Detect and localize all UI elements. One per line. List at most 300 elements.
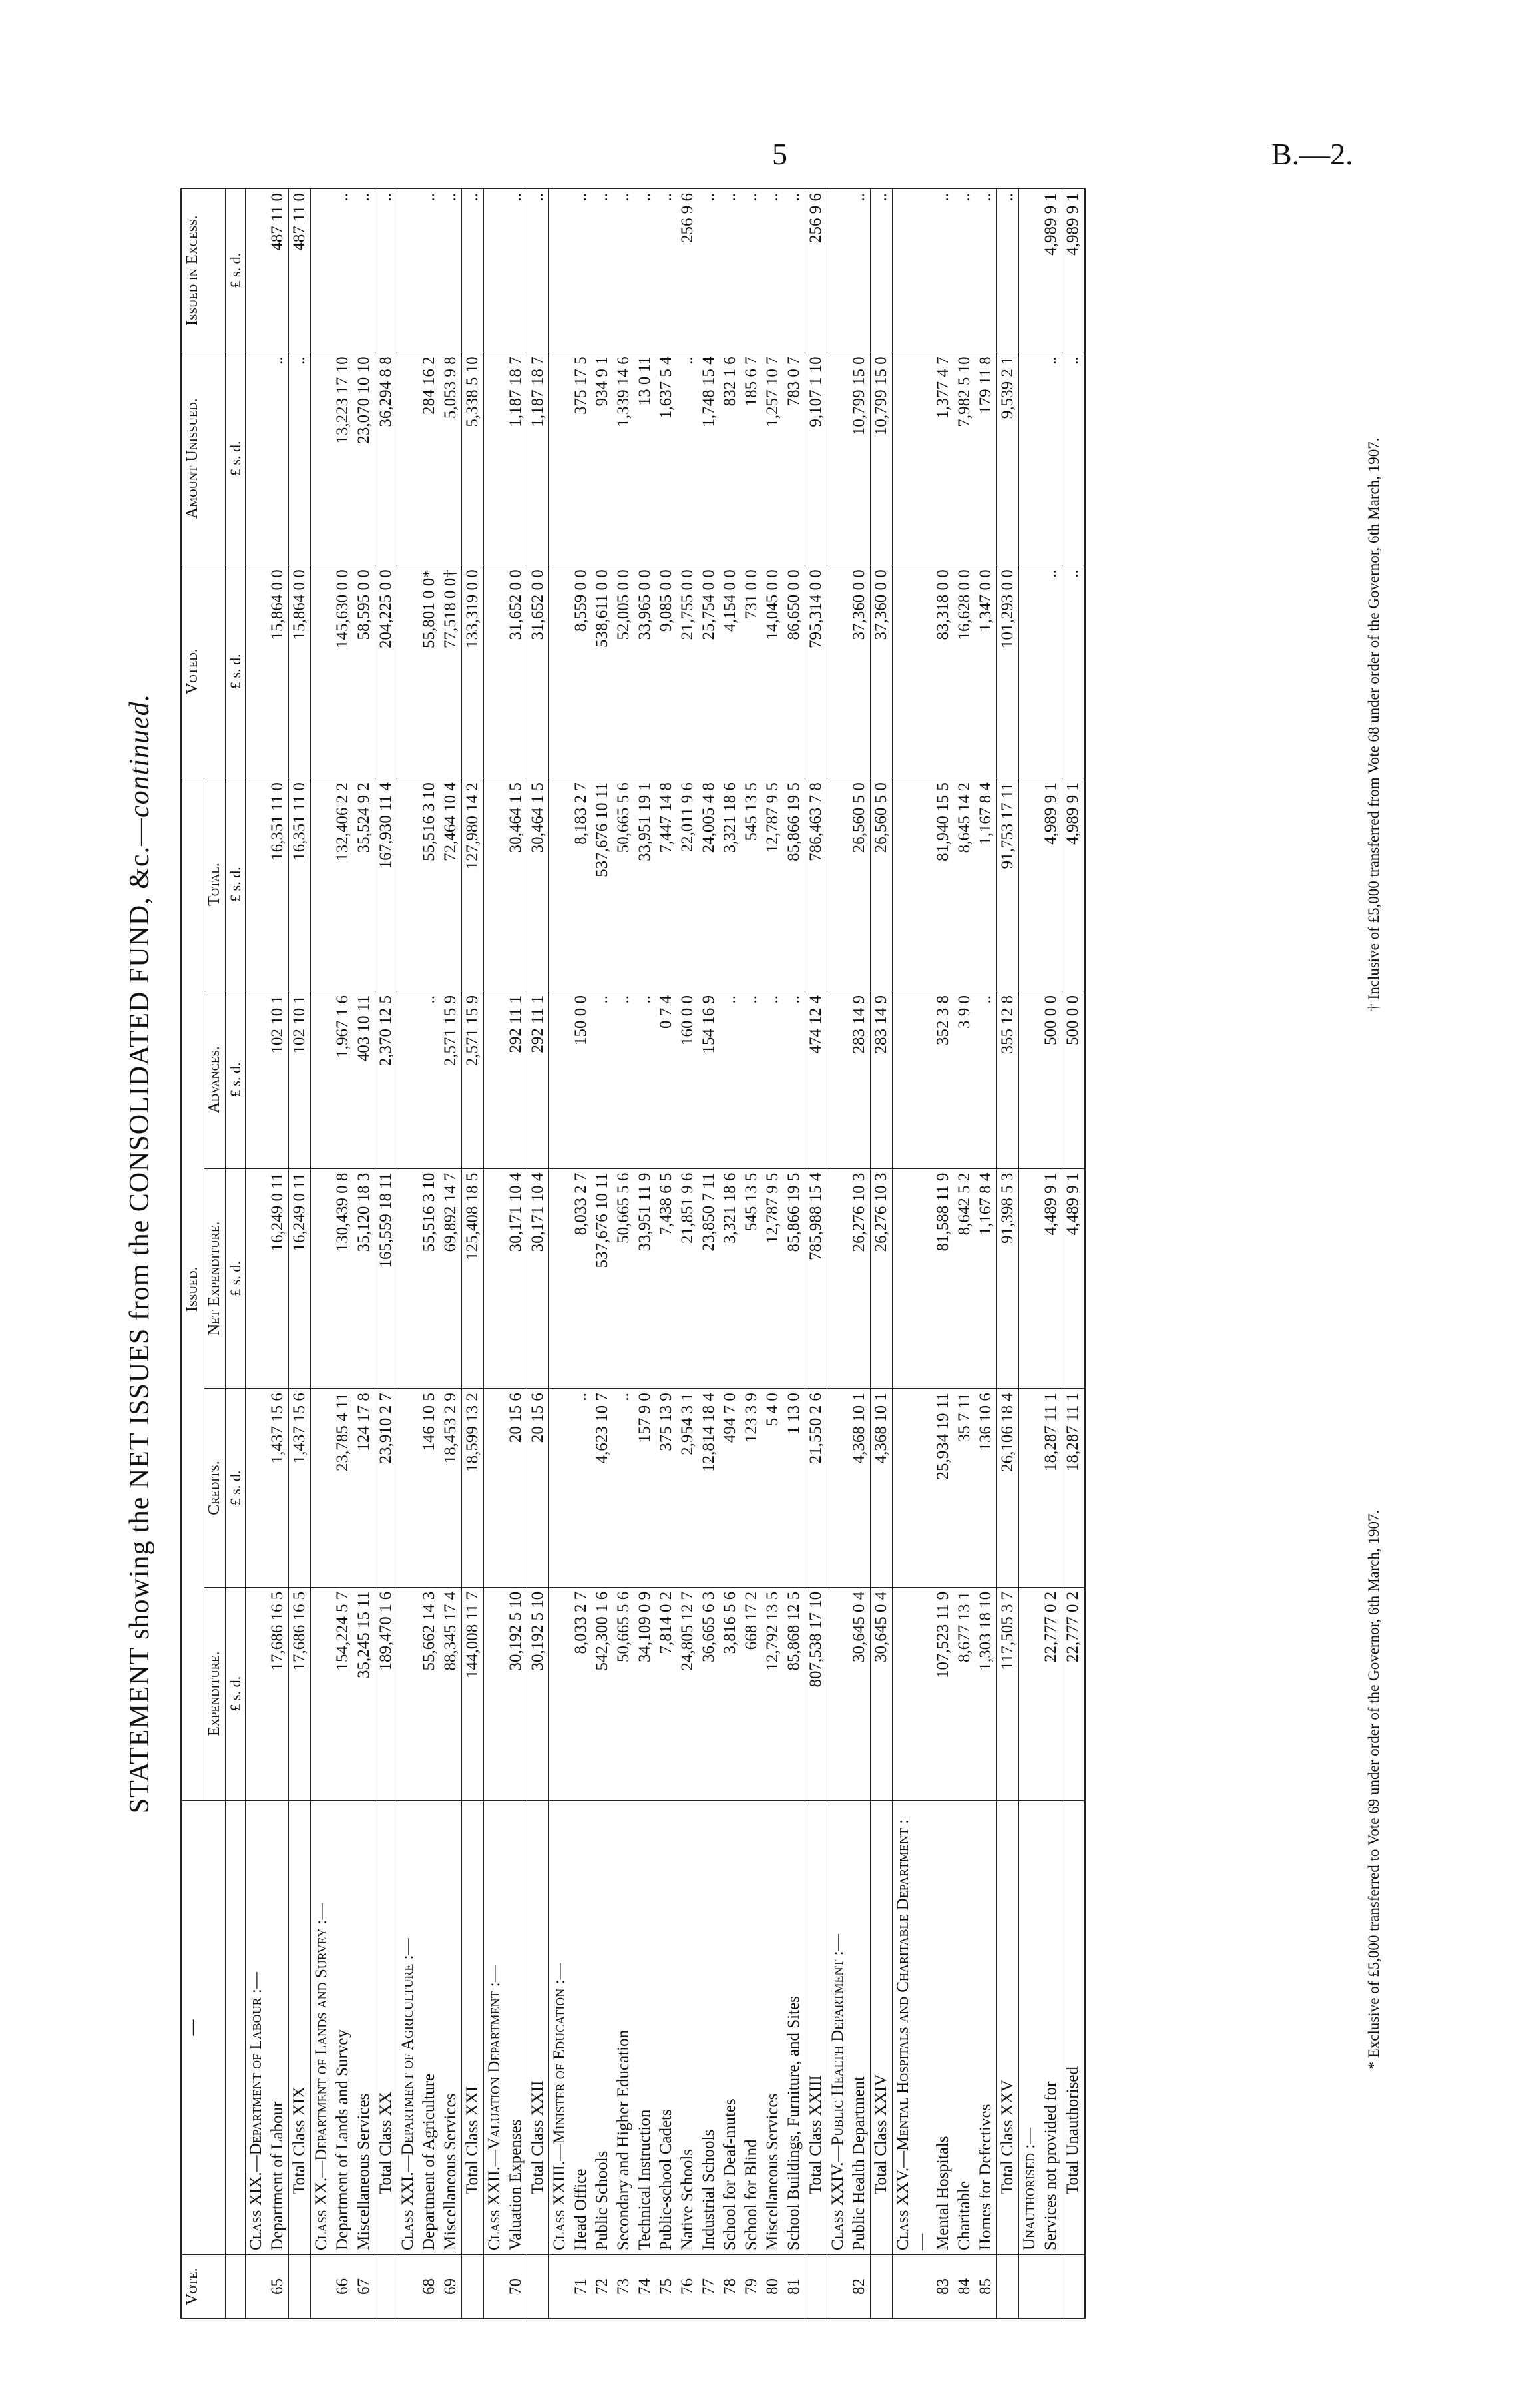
service-label: Total Unauthorised: [1062, 1800, 1085, 2254]
cell-unissued: ..: [1040, 352, 1062, 565]
cell-cred: 21,550 2 6: [805, 1389, 827, 1588]
cell-unissued: 1,637 5 4: [656, 352, 677, 565]
service-label: Public Health Department: [849, 1800, 871, 2254]
cell-cred: 5 4 0: [762, 1389, 783, 1588]
cell-total: 1,167 8 4: [975, 778, 997, 991]
cell-excess: ..: [997, 189, 1019, 352]
vote-number: 76: [677, 2255, 698, 2319]
cell-net: 33,951 11 9: [634, 1168, 656, 1389]
cell-unissued: [549, 352, 571, 565]
cell-cred: [484, 1389, 506, 1588]
cell-voted: 37,360 0 0: [849, 565, 871, 778]
cell-adv: 474 12 4: [805, 991, 827, 1169]
cell-exp: [311, 1587, 333, 1800]
total-row: [462, 189, 484, 2319]
cell-excess: ..: [527, 189, 549, 352]
cell-total: [549, 778, 571, 991]
cell-adv: 102 10 1: [267, 991, 289, 1169]
cell-excess: 256 9 6: [677, 189, 698, 352]
cell-unissued: 179 11 8: [975, 352, 997, 565]
cell-voted: [549, 565, 571, 778]
cell-cred: 18,453 2 9: [440, 1389, 462, 1588]
cell-cred: 25,934 19 11: [933, 1389, 954, 1588]
cell-voted: 204,225 0 0: [375, 565, 397, 778]
total-row: [527, 189, 549, 2319]
class-heading-row: [549, 189, 571, 2319]
cell-voted: 16,628 0 0: [954, 565, 975, 778]
service-label: Department of Agriculture: [419, 1800, 440, 2254]
cell-total: 8,183 2 7: [570, 778, 592, 991]
cell-excess: ..: [933, 189, 954, 352]
cell-unissued: [827, 352, 849, 565]
cell-cred: 494 7 0: [720, 1389, 741, 1588]
cell-cred: ..: [613, 1389, 634, 1588]
cell-unissued: 9,107 1 10: [805, 352, 827, 565]
page-number: 5: [772, 137, 787, 171]
cell-unissued: 7,982 5 10: [954, 352, 975, 565]
cell-voted: 37,360 0 0: [871, 565, 893, 778]
table-row: [954, 189, 975, 2319]
cell-exp: 668 17 2: [741, 1587, 762, 1800]
table-row: [783, 189, 805, 2319]
cell-net: 785,988 15 4: [805, 1168, 827, 1389]
cell-total: 24,005 4 8: [698, 778, 720, 991]
cell-excess: ..: [353, 189, 375, 352]
cell-total: 55,516 3 10: [419, 778, 440, 991]
cell-total: 4,989 9 1: [1040, 778, 1062, 991]
cell-total: [484, 778, 506, 991]
vote-number: 66: [332, 2255, 353, 2319]
cell-cred: 375 13 9: [656, 1389, 677, 1588]
cell-net: [311, 1168, 333, 1389]
service-label: School for Deaf-mutes: [720, 1800, 741, 2254]
cell-net: 30,171 10 4: [505, 1168, 527, 1389]
cell-adv: 2,370 12 5: [375, 991, 397, 1169]
class-heading-row: [484, 189, 506, 2319]
page-title: [124, 188, 156, 2319]
total-row: [289, 189, 311, 2319]
cell-voted: [311, 565, 333, 778]
service-label: Services not provided for: [1040, 1800, 1062, 2254]
class-heading: Class XX.—Department of Lands and Survey :—: [311, 1800, 333, 2254]
cell-excess: ..: [762, 189, 783, 352]
cell-unissued: [1019, 352, 1041, 565]
service-label: Total Class XXI: [462, 1800, 484, 2254]
cell-total: 85,866 19 5: [783, 778, 805, 991]
cell-voted: 33,965 0 0: [634, 565, 656, 778]
vote-number: [462, 2255, 484, 2319]
service-label: Total Class XX: [375, 1800, 397, 2254]
cell-total: 30,464 1 5: [505, 778, 527, 991]
vote-number: [1040, 2255, 1062, 2319]
cell-unissued: 10,799 15 0: [871, 352, 893, 565]
cell-voted: ..: [1040, 565, 1062, 778]
cell-exp: 189,470 1 6: [375, 1587, 397, 1800]
cell-cred: 35 7 11: [954, 1389, 975, 1588]
cell-unissued: [484, 352, 506, 565]
cell-voted: 55,801 0 0*: [419, 565, 440, 778]
cell-voted: [246, 565, 268, 778]
cell-total: 26,560 5 0: [849, 778, 871, 991]
cell-exp: 8,677 13 1: [954, 1587, 975, 1800]
cell-adv: 0 7 4: [656, 991, 677, 1169]
cell-unissued: [246, 352, 268, 565]
cell-unissued: 1,187 18 7: [505, 352, 527, 565]
cell-net: 26,276 10 3: [849, 1168, 871, 1389]
class-heading: Class XXI.—Department of Agriculture :—: [397, 1800, 419, 2254]
cell-exp: 85,868 12 5: [783, 1587, 805, 1800]
cell-cred: 23,910 2 7: [375, 1389, 397, 1588]
vote-number: 67: [353, 2255, 375, 2319]
cell-unissued: 185 6 7: [741, 352, 762, 565]
cell-unissued: 832 1 6: [720, 352, 741, 565]
cell-net: [893, 1168, 933, 1389]
cell-exp: 8,033 2 7: [570, 1587, 592, 1800]
cell-total: 12,787 9 5: [762, 778, 783, 991]
cell-adv: 355 12 8: [997, 991, 1019, 1169]
cell-cred: 4,623 10 7: [592, 1389, 613, 1588]
cell-voted: 4,154 0 0: [720, 565, 741, 778]
cell-voted: 21,755 0 0: [677, 565, 698, 778]
cell-unissued: 284 16 2: [419, 352, 440, 565]
cell-cred: 18,599 13 2: [462, 1389, 484, 1588]
units-unissued: £ s. d.: [226, 352, 246, 565]
service-label: Public-school Cadets: [656, 1800, 677, 2254]
vote-number: 68: [419, 2255, 440, 2319]
cell-voted: 86,650 0 0: [783, 565, 805, 778]
cell-exp: 17,686 16 5: [289, 1587, 311, 1800]
vote-number: 77: [698, 2255, 720, 2319]
class-heading: Class XXV.—Mental Hospitals and Charitable Department :—: [893, 1800, 933, 2254]
cell-exp: 117,505 3 7: [997, 1587, 1019, 1800]
cell-net: 165,559 18 11: [375, 1168, 397, 1389]
vote-number: 82: [849, 2255, 871, 2319]
cell-total: 26,560 5 0: [871, 778, 893, 991]
cell-total: 81,940 15 5: [933, 778, 954, 991]
header-service: —: [182, 1800, 226, 2254]
cell-exp: [827, 1587, 849, 1800]
table-row: [332, 189, 353, 2319]
cell-voted: 145,630 0 0: [332, 565, 353, 778]
cell-total: 537,676 10 11: [592, 778, 613, 991]
cell-voted: 58,595 0 0: [353, 565, 375, 778]
cell-total: [311, 778, 333, 991]
service-label: Total Class XXII: [527, 1800, 549, 2254]
table-row: [1040, 189, 1062, 2319]
cell-unissued: 375 17 5: [570, 352, 592, 565]
cell-total: 72,464 10 4: [440, 778, 462, 991]
cell-excess: ..: [419, 189, 440, 352]
cell-excess: ..: [849, 189, 871, 352]
cell-net: [484, 1168, 506, 1389]
cell-adv: ..: [741, 991, 762, 1169]
cell-total: 7,447 14 8: [656, 778, 677, 991]
table-row: [720, 189, 741, 2319]
cell-cred: 124 17 8: [353, 1389, 375, 1588]
cell-total: 545 13 5: [741, 778, 762, 991]
title-main: STATEMENT showing the NET ISSUES from the CONSOLIDATED FUND, &c.—: [124, 817, 155, 1814]
footnotes: [1365, 188, 1383, 2319]
units-credits: £ s. d.: [226, 1389, 246, 1588]
table-row: [570, 189, 592, 2319]
cell-voted: 133,319 0 0: [462, 565, 484, 778]
table-row: [634, 189, 656, 2319]
cell-cred: 4,368 10 1: [849, 1389, 871, 1588]
cell-adv: ..: [592, 991, 613, 1169]
service-label: Technical Instruction: [634, 1800, 656, 2254]
cell-unissued: 783 0 7: [783, 352, 805, 565]
service-label: Total Class XXV: [997, 1800, 1019, 2254]
cell-exp: 7,814 0 2: [656, 1587, 677, 1800]
table-row: [698, 189, 720, 2319]
cell-voted: [1019, 565, 1041, 778]
cell-voted: 31,652 0 0: [527, 565, 549, 778]
class-heading-row: [827, 189, 849, 2319]
cell-excess: [549, 189, 571, 352]
cell-cred: 2,954 3 1: [677, 1389, 698, 1588]
footnote-exclusive: * Exclusive of £5,000 transferred to Vote 69 under order of the Governor, 6th March, 1907.: [1365, 1509, 1382, 2070]
vote-number: [289, 2255, 311, 2319]
cell-excess: 487 11 0: [289, 189, 311, 352]
cell-cred: 146 10 5: [419, 1389, 440, 1588]
cell-exp: 17,686 16 5: [267, 1587, 289, 1800]
table-row: [656, 189, 677, 2319]
cell-adv: 292 11 1: [527, 991, 549, 1169]
vote-number: [1062, 2255, 1085, 2319]
cell-unissued: ..: [677, 352, 698, 565]
cell-voted: 731 0 0: [741, 565, 762, 778]
cell-voted: [893, 565, 933, 778]
cell-unissued: 5,338 5 10: [462, 352, 484, 565]
cell-unissued: [893, 352, 933, 565]
cell-exp: 30,192 5 10: [527, 1587, 549, 1800]
cell-net: 16,249 0 11: [267, 1168, 289, 1389]
units-expenditure: £ s. d.: [226, 1587, 246, 1800]
cell-exp: 107,523 11 9: [933, 1587, 954, 1800]
cell-excess: ..: [570, 189, 592, 352]
cell-total: 16,351 11 0: [267, 778, 289, 991]
cell-cred: [246, 1389, 268, 1588]
rotated-statement: [124, 188, 1409, 2319]
table-row: [505, 189, 527, 2319]
units-advances: £ s. d.: [226, 991, 246, 1169]
cell-voted: 15,864 0 0: [267, 565, 289, 778]
service-label: Total Class XIX: [289, 1800, 311, 2254]
cell-adv: [1019, 991, 1041, 1169]
cell-cred: 1 13 0: [783, 1389, 805, 1588]
service-label: Homes for Defectives: [975, 1800, 997, 2254]
table-row: [267, 189, 289, 2319]
cell-exp: [397, 1587, 419, 1800]
cell-net: 55,516 3 10: [419, 1168, 440, 1389]
cell-net: 8,033 2 7: [570, 1168, 592, 1389]
header-vote: Vote.: [182, 2255, 226, 2319]
cell-net: [827, 1168, 849, 1389]
cell-net: 23,850 7 11: [698, 1168, 720, 1389]
cell-excess: ..: [375, 189, 397, 352]
cell-unissued: ..: [1062, 352, 1085, 565]
table-row: [762, 189, 783, 2319]
cell-excess: 256 9 6: [805, 189, 827, 352]
vote-number: 85: [975, 2255, 997, 2319]
cell-excess: [1019, 189, 1041, 352]
cell-adv: 292 11 1: [505, 991, 527, 1169]
cell-voted: 25,754 0 0: [698, 565, 720, 778]
cell-adv: 154 16 9: [698, 991, 720, 1169]
cell-voted: [397, 565, 419, 778]
cell-cred: 123 3 9: [741, 1389, 762, 1588]
cell-net: 35,120 18 3: [353, 1168, 375, 1389]
cell-total: 167,930 11 4: [375, 778, 397, 991]
total-row: [871, 189, 893, 2319]
cell-exp: 35,245 15 11: [353, 1587, 375, 1800]
service-label: Charitable: [954, 1800, 975, 2254]
cell-exp: 50,665 5 6: [613, 1587, 634, 1800]
cell-unissued: 1,339 14 6: [613, 352, 634, 565]
cell-cred: [549, 1389, 571, 1588]
cell-excess: ..: [332, 189, 353, 352]
cell-adv: ..: [419, 991, 440, 1169]
cell-adv: 500 0 0: [1062, 991, 1085, 1169]
cell-adv: [311, 991, 333, 1169]
units-blank: [226, 1800, 246, 2254]
table-row: [353, 189, 375, 2319]
cell-excess: ..: [783, 189, 805, 352]
vote-number: 79: [741, 2255, 762, 2319]
cell-excess: ..: [592, 189, 613, 352]
cell-total: [397, 778, 419, 991]
cell-unissued: 36,294 8 8: [375, 352, 397, 565]
class-heading-row: [1019, 189, 1041, 2319]
cell-voted: 9,085 0 0: [656, 565, 677, 778]
cell-net: 85,866 19 5: [783, 1168, 805, 1389]
cell-total: 786,463 7 8: [805, 778, 827, 991]
header-advances: Advances.: [204, 991, 226, 1169]
cell-net: 3,321 18 6: [720, 1168, 741, 1389]
cell-total: 30,464 1 5: [527, 778, 549, 991]
cell-unissued: 13,223 17 10: [332, 352, 353, 565]
cell-total: 91,753 17 11: [997, 778, 1019, 991]
cell-excess: ..: [634, 189, 656, 352]
cell-exp: [484, 1587, 506, 1800]
table-row: [975, 189, 997, 2319]
cell-net: 537,676 10 11: [592, 1168, 613, 1389]
cell-voted: ..: [1062, 565, 1085, 778]
cell-adv: 102 10 1: [289, 991, 311, 1169]
cell-exp: 542,300 1 6: [592, 1587, 613, 1800]
cell-excess: ..: [656, 189, 677, 352]
cell-voted: 31,652 0 0: [505, 565, 527, 778]
cell-cred: [1019, 1389, 1041, 1588]
vote-number: 73: [613, 2255, 634, 2319]
vote-number: 74: [634, 2255, 656, 2319]
cell-net: 81,588 11 9: [933, 1168, 954, 1389]
vote-number: 69: [440, 2255, 462, 2319]
cell-voted: 538,611 0 0: [592, 565, 613, 778]
cell-cred: 157 9 0: [634, 1389, 656, 1588]
units-blank: [226, 2255, 246, 2319]
table-row: [741, 189, 762, 2319]
cell-net: 50,665 5 6: [613, 1168, 634, 1389]
cell-cred: 4,368 10 1: [871, 1389, 893, 1588]
cell-exp: 22,777 0 2: [1040, 1587, 1062, 1800]
cell-excess: ..: [613, 189, 634, 352]
cell-unissued: 1,257 10 7: [762, 352, 783, 565]
header-expenditure: Expenditure.: [204, 1587, 226, 1800]
cell-exp: 144,008 11 7: [462, 1587, 484, 1800]
cell-total: [893, 778, 933, 991]
service-label: Secondary and Higher Education: [613, 1800, 634, 2254]
cell-unissued: 1,748 15 4: [698, 352, 720, 565]
class-heading: Class XXIV.—Public Health Department :—: [827, 1800, 849, 2254]
cell-unissued: ..: [289, 352, 311, 565]
cell-excess: ..: [505, 189, 527, 352]
cell-cred: 1,437 15 6: [289, 1389, 311, 1588]
cell-exp: [893, 1587, 933, 1800]
total-row: [805, 189, 827, 2319]
cell-voted: 795,314 0 0: [805, 565, 827, 778]
cell-exp: [549, 1587, 571, 1800]
total-row: [1062, 189, 1085, 2319]
cell-net: 69,892 14 7: [440, 1168, 462, 1389]
service-label: Mental Hospitals: [933, 1800, 954, 2254]
class-heading-row: [893, 189, 933, 2319]
cell-voted: 77,518 0 0†: [440, 565, 462, 778]
cell-total: 22,011 9 6: [677, 778, 698, 991]
cell-net: 545 13 5: [741, 1168, 762, 1389]
table-row: [677, 189, 698, 2319]
vote-number: 71: [570, 2255, 592, 2319]
cell-voted: 52,005 0 0: [613, 565, 634, 778]
cell-total: [246, 778, 268, 991]
vote-number: 80: [762, 2255, 783, 2319]
cell-exp: 12,792 13 5: [762, 1587, 783, 1800]
cell-voted: 8,559 0 0: [570, 565, 592, 778]
units-total: £ s. d.: [226, 778, 246, 991]
cell-total: 3,321 18 6: [720, 778, 741, 991]
cell-adv: 283 14 9: [849, 991, 871, 1169]
class-heading: Class XXIII.—Minister of Education :—: [549, 1800, 571, 2254]
vote-number: 72: [592, 2255, 613, 2319]
cell-net: 4,489 9 1: [1062, 1168, 1085, 1389]
vote-number: [527, 2255, 549, 2319]
cell-cred: 23,785 4 11: [332, 1389, 353, 1588]
footnote-inclusive: † Inclusive of £5,000 transferred from Vote 68 under order of the Governor, 6th March, 1907.: [1365, 437, 1382, 1011]
cell-exp: 30,645 0 4: [871, 1587, 893, 1800]
cell-unissued: 10,799 15 0: [849, 352, 871, 565]
cell-cred: [893, 1389, 933, 1588]
cell-net: [397, 1168, 419, 1389]
vote-number: 70: [505, 2255, 527, 2319]
vote-number: 81: [783, 2255, 805, 2319]
cell-excess: ..: [440, 189, 462, 352]
cell-net: [246, 1168, 268, 1389]
vote-number: [397, 2255, 419, 2319]
cell-adv: ..: [783, 991, 805, 1169]
cell-cred: [827, 1389, 849, 1588]
cell-unissued: [397, 352, 419, 565]
class-heading-row: [397, 189, 419, 2319]
cell-adv: [893, 991, 933, 1169]
vote-number: 75: [656, 2255, 677, 2319]
service-label: Department of Labour: [267, 1800, 289, 2254]
cell-exp: 3,816 5 6: [720, 1587, 741, 1800]
cell-total: 35,524 9 2: [353, 778, 375, 991]
service-label: Department of Lands and Survey: [332, 1800, 353, 2254]
cell-adv: 2,571 15 9: [462, 991, 484, 1169]
cell-unissued: 9,539 2 1: [997, 352, 1019, 565]
cell-cred: 136 10 6: [975, 1389, 997, 1588]
